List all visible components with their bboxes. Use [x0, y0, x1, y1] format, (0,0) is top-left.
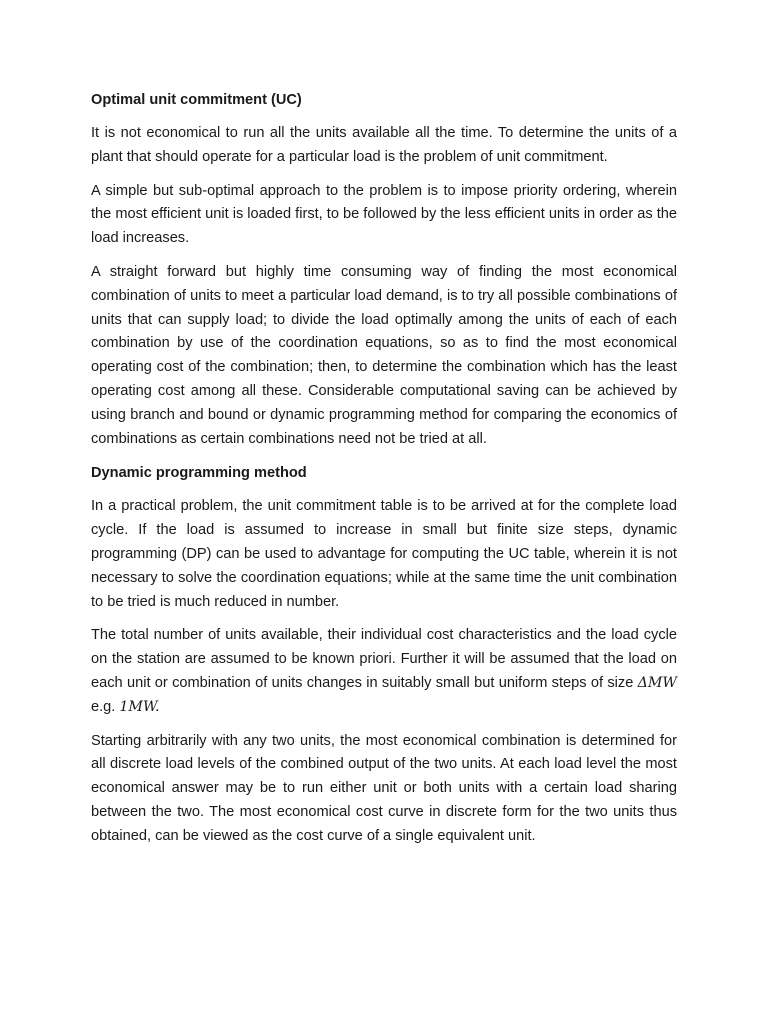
paragraph-dp-intro: In a practical problem, the unit commitment table is to be arrived at for the complete load cycle. If the load is assumed to increase in small but finite size steps, dynamic programming (DP) can be used to advantage for computing the UC table, wherein it is not necessary to solve the coordination equations; while at the same time the unit combination to be tried is much reduced in number.	[91, 498, 677, 610]
document-page	[91, 88, 677, 859]
paragraph-exhaustive-search: A straight forward but highly time consuming way of finding the most economical combination of units to meet a particular load demand, is to try all possible combinations of units that can supply load; to divide the load optimally among the units of each of each combination by use of the coordination equations, so as to find the most economical operating cost of the combination; then, to determine the combination which has the least operating cost among all these. Considerable computational saving can be achieved by using branch and bound or dynamic programming method for comparing the economics of combinations as certain combinations need not be tried at all.	[91, 263, 677, 447]
paragraph-priority-ordering: A simple but sub-optimal approach to the problem is to impose priority ordering, wherein the most efficient unit is loaded first, to be followed by the less efficient units in order as the load increases.	[91, 182, 677, 247]
paragraph-assumptions	[91, 624, 677, 719]
paragraph-assumptions-text-a: The total number of units available, their individual cost characteristics and the load cycle on the station are assumed to be known priori. Further it will be assumed that the load on each unit or combination of units changes in suitably small but uniform steps of size	[91, 627, 677, 691]
paragraph-intro: It is not economical to run all the units available all the time. To determine the units of a plant that should operate for a particular load is the problem of unit commitment.	[91, 125, 677, 165]
heading-dynamic-programming: Dynamic programming method	[91, 465, 307, 482]
paragraph-assumptions-text-b: e.g.	[91, 698, 120, 715]
heading-optimal-unit-commitment: Optimal unit commitment (UC)	[91, 92, 302, 108]
math-delta-mw: ΔMW	[637, 674, 677, 691]
paragraph-two-unit-combination: Starting arbitrarily with any two units, the most economical combination is determined for all discrete load levels of the combined output of the two units. At each load level the most economical answer may be to run either unit or both units with a certain load sharing between the two. The most economical cost curve in discrete form for the two units thus obtained, can be viewed as the cost curve of a single equivalent unit.	[91, 732, 677, 844]
math-one-mw: 1MW.	[119, 698, 160, 715]
